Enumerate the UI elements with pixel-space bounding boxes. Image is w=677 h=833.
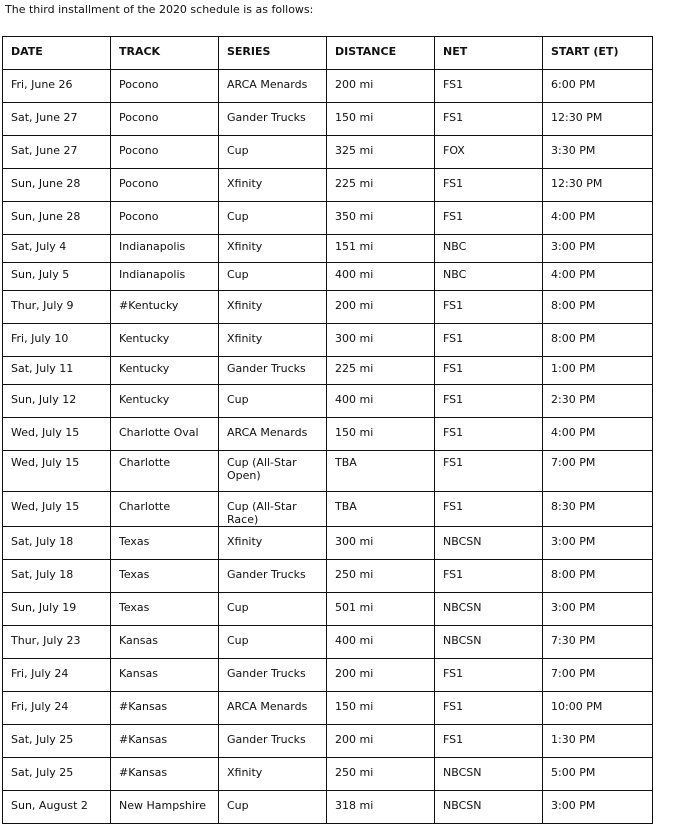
cell-series: Cup (All-Star Open) [219, 451, 327, 492]
table-row [3, 202, 653, 235]
table-row [3, 70, 653, 103]
cell-track: Indianapolis [111, 263, 219, 291]
cell-series: Gander Trucks [219, 560, 327, 593]
cell-series: Cup [219, 791, 327, 824]
cell-start: 8:00 PM [543, 324, 653, 357]
cell-series: Cup [219, 202, 327, 235]
cell-track: Pocono [111, 70, 219, 103]
cell-track: Kentucky [111, 385, 219, 418]
cell-net: FS1 [435, 451, 543, 492]
cell-start: 12:30 PM [543, 103, 653, 136]
cell-net: NBCSN [435, 626, 543, 659]
cell-distance: 200 mi [327, 70, 435, 103]
cell-distance: 400 mi [327, 263, 435, 291]
cell-net: FS1 [435, 418, 543, 451]
cell-start: 8:00 PM [543, 291, 653, 324]
cell-track: #Kansas [111, 758, 219, 791]
cell-start: 7:30 PM [543, 626, 653, 659]
cell-track: Indianapolis [111, 235, 219, 263]
cell-track: New Hampshire [111, 791, 219, 824]
cell-start: 3:00 PM [543, 593, 653, 626]
table-row [3, 357, 653, 385]
cell-net: NBC [435, 235, 543, 263]
cell-net: FS1 [435, 70, 543, 103]
table-row [3, 451, 653, 492]
cell-series: Cup [219, 385, 327, 418]
cell-date: Sun, July 5 [3, 263, 111, 291]
cell-date: Sun, June 28 [3, 202, 111, 235]
cell-net: NBCSN [435, 593, 543, 626]
header-net: NET [435, 37, 543, 70]
cell-series: Xfinity [219, 527, 327, 560]
cell-start: 6:00 PM [543, 70, 653, 103]
cell-date: Sun, June 28 [3, 169, 111, 202]
cell-net: NBCSN [435, 758, 543, 791]
cell-track: #Kentucky [111, 291, 219, 324]
table-row [3, 324, 653, 357]
cell-date: Fri, July 10 [3, 324, 111, 357]
cell-net: FS1 [435, 291, 543, 324]
cell-date: Wed, July 15 [3, 418, 111, 451]
cell-net: FS1 [435, 357, 543, 385]
table-row [3, 659, 653, 692]
table-row [3, 291, 653, 324]
cell-net: FS1 [435, 560, 543, 593]
cell-series: Gander Trucks [219, 725, 327, 758]
cell-distance: 225 mi [327, 169, 435, 202]
cell-date: Thur, July 9 [3, 291, 111, 324]
cell-start: 4:00 PM [543, 202, 653, 235]
cell-start: 4:00 PM [543, 418, 653, 451]
cell-start: 7:00 PM [543, 451, 653, 492]
cell-distance: 350 mi [327, 202, 435, 235]
table-row [3, 263, 653, 291]
table-row [3, 418, 653, 451]
cell-series: Cup (All-Star Race) [219, 492, 327, 527]
cell-series: Gander Trucks [219, 659, 327, 692]
cell-net: FS1 [435, 692, 543, 725]
cell-track: Texas [111, 560, 219, 593]
cell-track: Texas [111, 527, 219, 560]
cell-distance: TBA [327, 451, 435, 492]
cell-track: Pocono [111, 136, 219, 169]
header-start: START (ET) [543, 37, 653, 70]
cell-date: Sat, June 27 [3, 103, 111, 136]
cell-distance: 250 mi [327, 758, 435, 791]
cell-track: Charlotte Oval [111, 418, 219, 451]
cell-net: FS1 [435, 324, 543, 357]
cell-distance: 200 mi [327, 291, 435, 324]
cell-distance: 400 mi [327, 626, 435, 659]
cell-series: ARCA Menards [219, 70, 327, 103]
cell-distance: 325 mi [327, 136, 435, 169]
cell-series: Xfinity [219, 758, 327, 791]
table-row [3, 235, 653, 263]
cell-series: Cup [219, 263, 327, 291]
cell-distance: 300 mi [327, 324, 435, 357]
cell-distance: 300 mi [327, 527, 435, 560]
cell-track: Pocono [111, 169, 219, 202]
cell-distance: 151 mi [327, 235, 435, 263]
cell-start: 1:00 PM [543, 357, 653, 385]
cell-net: FS1 [435, 492, 543, 527]
intro-text: The third installment of the 2020 schedule is as follows: [5, 3, 314, 16]
cell-start: 3:00 PM [543, 791, 653, 824]
cell-date: Sat, July 11 [3, 357, 111, 385]
cell-start: 8:30 PM [543, 492, 653, 527]
header-series: SERIES [219, 37, 327, 70]
header-distance: DISTANCE [327, 37, 435, 70]
table-row [3, 169, 653, 202]
cell-track: Pocono [111, 202, 219, 235]
cell-date: Wed, July 15 [3, 492, 111, 527]
table-row [3, 103, 653, 136]
cell-track: Kentucky [111, 324, 219, 357]
table-row [3, 626, 653, 659]
header-track: TRACK [111, 37, 219, 70]
cell-net: FS1 [435, 202, 543, 235]
cell-distance: 250 mi [327, 560, 435, 593]
table-row [3, 692, 653, 725]
cell-start: 12:30 PM [543, 169, 653, 202]
cell-series: Xfinity [219, 324, 327, 357]
cell-net: FS1 [435, 385, 543, 418]
cell-track: #Kansas [111, 725, 219, 758]
cell-distance: 200 mi [327, 725, 435, 758]
cell-track: Pocono [111, 103, 219, 136]
table-row [3, 527, 653, 560]
cell-net: NBCSN [435, 527, 543, 560]
cell-distance: 150 mi [327, 103, 435, 136]
cell-date: Sat, July 18 [3, 560, 111, 593]
cell-date: Sat, June 27 [3, 136, 111, 169]
schedule-table [2, 36, 653, 824]
cell-date: Sat, July 25 [3, 758, 111, 791]
cell-start: 5:00 PM [543, 758, 653, 791]
cell-series: Cup [219, 136, 327, 169]
cell-net: FS1 [435, 103, 543, 136]
cell-track: Texas [111, 593, 219, 626]
cell-start: 8:00 PM [543, 560, 653, 593]
cell-series: Gander Trucks [219, 357, 327, 385]
cell-date: Sun, August 2 [3, 791, 111, 824]
cell-net: FS1 [435, 659, 543, 692]
table-row [3, 385, 653, 418]
cell-date: Sat, July 25 [3, 725, 111, 758]
cell-date: Wed, July 15 [3, 451, 111, 492]
cell-distance: 150 mi [327, 418, 435, 451]
table-row [3, 492, 653, 527]
cell-net: FS1 [435, 169, 543, 202]
cell-date: Fri, June 26 [3, 70, 111, 103]
cell-series: Xfinity [219, 235, 327, 263]
cell-start: 2:30 PM [543, 385, 653, 418]
cell-distance: 150 mi [327, 692, 435, 725]
table-row [3, 791, 653, 824]
cell-series: Cup [219, 626, 327, 659]
cell-date: Fri, July 24 [3, 659, 111, 692]
table-header-row [3, 37, 653, 70]
cell-start: 7:00 PM [543, 659, 653, 692]
cell-distance: 501 mi [327, 593, 435, 626]
cell-track: Charlotte [111, 492, 219, 527]
cell-track: Kansas [111, 626, 219, 659]
cell-net: FOX [435, 136, 543, 169]
cell-distance: 225 mi [327, 357, 435, 385]
cell-series: Gander Trucks [219, 103, 327, 136]
cell-series: Xfinity [219, 291, 327, 324]
cell-start: 3:30 PM [543, 136, 653, 169]
cell-start: 3:00 PM [543, 235, 653, 263]
cell-track: #Kansas [111, 692, 219, 725]
cell-date: Sat, July 18 [3, 527, 111, 560]
cell-distance: 400 mi [327, 385, 435, 418]
header-date: DATE [3, 37, 111, 70]
cell-start: 10:00 PM [543, 692, 653, 725]
table-row [3, 136, 653, 169]
cell-distance: 318 mi [327, 791, 435, 824]
cell-track: Kentucky [111, 357, 219, 385]
cell-net: FS1 [435, 725, 543, 758]
cell-date: Thur, July 23 [3, 626, 111, 659]
table-row [3, 560, 653, 593]
cell-series: ARCA Menards [219, 418, 327, 451]
cell-start: 1:30 PM [543, 725, 653, 758]
table-row [3, 593, 653, 626]
cell-date: Sun, July 12 [3, 385, 111, 418]
cell-net: NBC [435, 263, 543, 291]
cell-track: Charlotte [111, 451, 219, 492]
cell-distance: 200 mi [327, 659, 435, 692]
cell-series: Xfinity [219, 169, 327, 202]
cell-date: Sun, July 19 [3, 593, 111, 626]
cell-net: NBCSN [435, 791, 543, 824]
table-row [3, 725, 653, 758]
cell-distance: TBA [327, 492, 435, 527]
cell-date: Fri, July 24 [3, 692, 111, 725]
cell-start: 3:00 PM [543, 527, 653, 560]
table-row [3, 758, 653, 791]
cell-track: Kansas [111, 659, 219, 692]
cell-date: Sat, July 4 [3, 235, 111, 263]
cell-start: 4:00 PM [543, 263, 653, 291]
cell-series: Cup [219, 593, 327, 626]
cell-series: ARCA Menards [219, 692, 327, 725]
